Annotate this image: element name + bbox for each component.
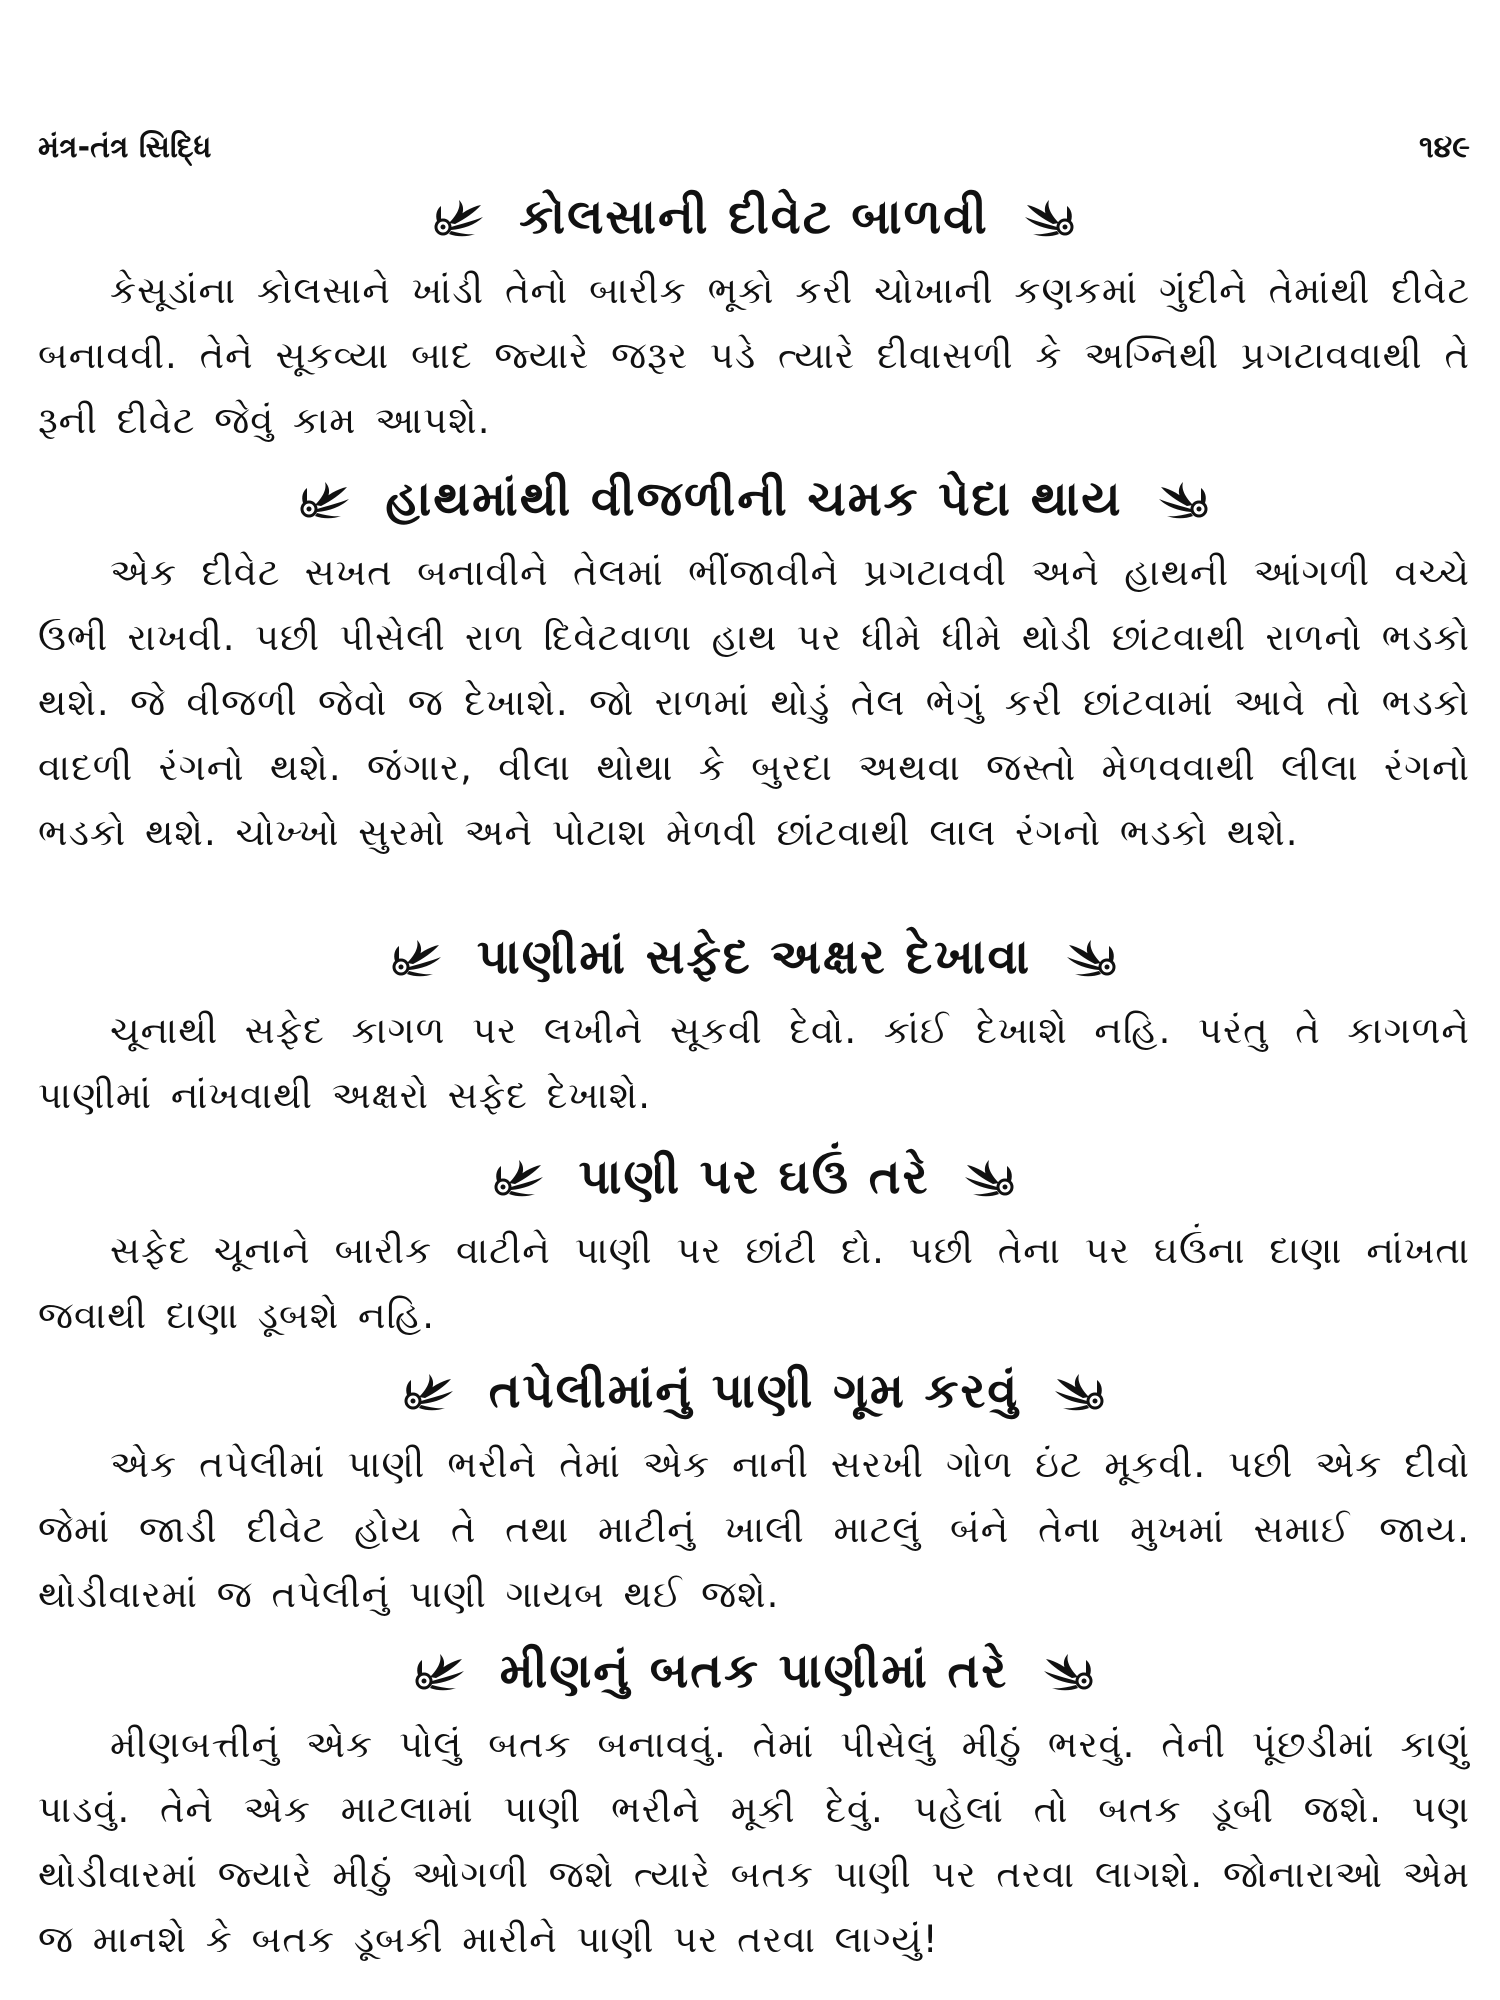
section-body: કેસૂડાંના કોલસાને ખાંડી તેનો બારીક ભૂકો કરી ચોખાની કણકમાં ગુંદીને તેમાંથી દીવેટ બનાવવી. તેને સૂકવ્યા બાદ જ્યારે જરૂર પડે ત્યારે દીવાસળી કે અગ્નિથી પ્રગટાવવાથી તે રૂની દીવેટ જેવું કામ આપશે. <box>38 269 1470 442</box>
fleuron-left-icon <box>431 197 485 237</box>
section-title: તપેલીમાંનું પાણી ગૂમ કરવું <box>488 1362 1020 1419</box>
section-wax-duck <box>38 1634 1470 1972</box>
fleuron-right-icon <box>963 1157 1017 1197</box>
fleuron-left-icon <box>297 479 351 519</box>
section-vanishing-water <box>38 1354 1470 1627</box>
section-heading <box>38 1140 1470 1214</box>
fleuron-left-icon <box>412 1651 466 1691</box>
fleuron-right-icon <box>1065 937 1119 977</box>
fleuron-right-icon <box>1157 479 1211 519</box>
page-number: ૧૪૯ <box>1418 129 1470 165</box>
section-title: પાણીમાં સફેદ અક્ષર દેખાવા <box>476 928 1032 985</box>
section-floating-wheat <box>38 1140 1470 1348</box>
section-body: એક તપેલીમાં પાણી ભરીને તેમાં એક નાની સરખી ગોળ ઇંટ મૂકવી. પછી એક દીવો જેમાં જાડી દીવેટ હોય તે તથા માટીનું ખાલી માટલું બંને તેના મુખમાં સમાઈ જાય. થોડીવારમાં જ તપેલીનું પાણી ગાયબ થઈ જશે. <box>38 1443 1470 1616</box>
section-heading <box>38 1354 1470 1428</box>
section-heading <box>38 920 1470 994</box>
fleuron-left-icon <box>401 1371 455 1411</box>
fleuron-left-icon <box>491 1157 545 1197</box>
fleuron-right-icon <box>1042 1651 1096 1691</box>
section-white-letters <box>38 920 1470 1128</box>
section-body: મીણબત્તીનું એક પોલું બતક બનાવવું. તેમાં પીસેલું મીઠું ભરવું. તેની પૂંછડીમાં કાણું પાડવું. તેને એક માટલામાં પાણી ભરીને મૂકી દેવું. પહેલાં તો બતક ડૂબી જશે. પણ થોડીવારમાં જ્યારે મીઠું ઓગળી જશે ત્યારે બતક પાણી પર તરવા લાગશે. જોનારાઓ એમ જ માનશે કે બતક ડૂબકી મારીને પાણી પર તરવા લાગ્યું! <box>38 1723 1470 1961</box>
section-body: ચૂનાથી સફેદ કાગળ પર લખીને સૂકવી દેવો. કાંઈ દેખાશે નહિ. પરંતુ તે કાગળને પાણીમાં નાંખવાથી અક્ષરો સફેદ દેખાશે. <box>38 1009 1470 1117</box>
fleuron-right-icon <box>1023 197 1077 237</box>
section-heading <box>38 1634 1470 1708</box>
section-lightning-hand <box>38 462 1470 865</box>
section-body: સફેદ ચૂનાને બારીક વાટીને પાણી પર છાંટી દો. પછી તેના પર ઘઉંના દાણા નાંખતા જવાથી દાણા ડૂબશે નહિ. <box>38 1229 1470 1337</box>
section-title: મીણનું બતક પાણીમાં તરે <box>499 1642 1009 1699</box>
section-title: પાણી પર ઘઉં તરે <box>578 1148 930 1205</box>
section-charcoal-wick <box>38 180 1470 453</box>
section-body: એક દીવેટ સખત બનાવીને તેલમાં ભીંજાવીને પ્રગટાવવી અને હાથની આંગળી વચ્ચે ઉભી રાખવી. પછી પીસેલી રાળ દિવેટવાળા હાથ પર ધીમે ધીમે થોડી છાંટવાથી રાળનો ભડકો થશે. જે વીજળી જેવો જ દેખાશે. જો રાળમાં થોડું તેલ ભેગું કરી છાંટવામાં આવે તો ભડકો વાદળી રંગનો થશે. જંગાર, વીલા થોથા કે બુરદા અથવા જસ્તો મેળવવાથી લીલા રંગનો ભડકો થશે. ચોખ્ખો સુરમો અને પોટાશ મેળવી છાંટવાથી લાલ રંગનો ભડકો થશે. <box>38 551 1470 854</box>
fleuron-right-icon <box>1053 1371 1107 1411</box>
section-heading <box>38 462 1470 536</box>
running-header <box>38 122 1470 172</box>
book-title: મંત્ર-તંત્ર સિદ્ધિ <box>38 129 212 165</box>
section-title: હાથમાંથી વીજળીની ચમક પેદા થાય <box>385 470 1123 527</box>
fleuron-left-icon <box>389 937 443 977</box>
section-heading <box>38 180 1470 254</box>
section-title: કોલસાની દીવેટ બાળવી <box>519 188 989 245</box>
